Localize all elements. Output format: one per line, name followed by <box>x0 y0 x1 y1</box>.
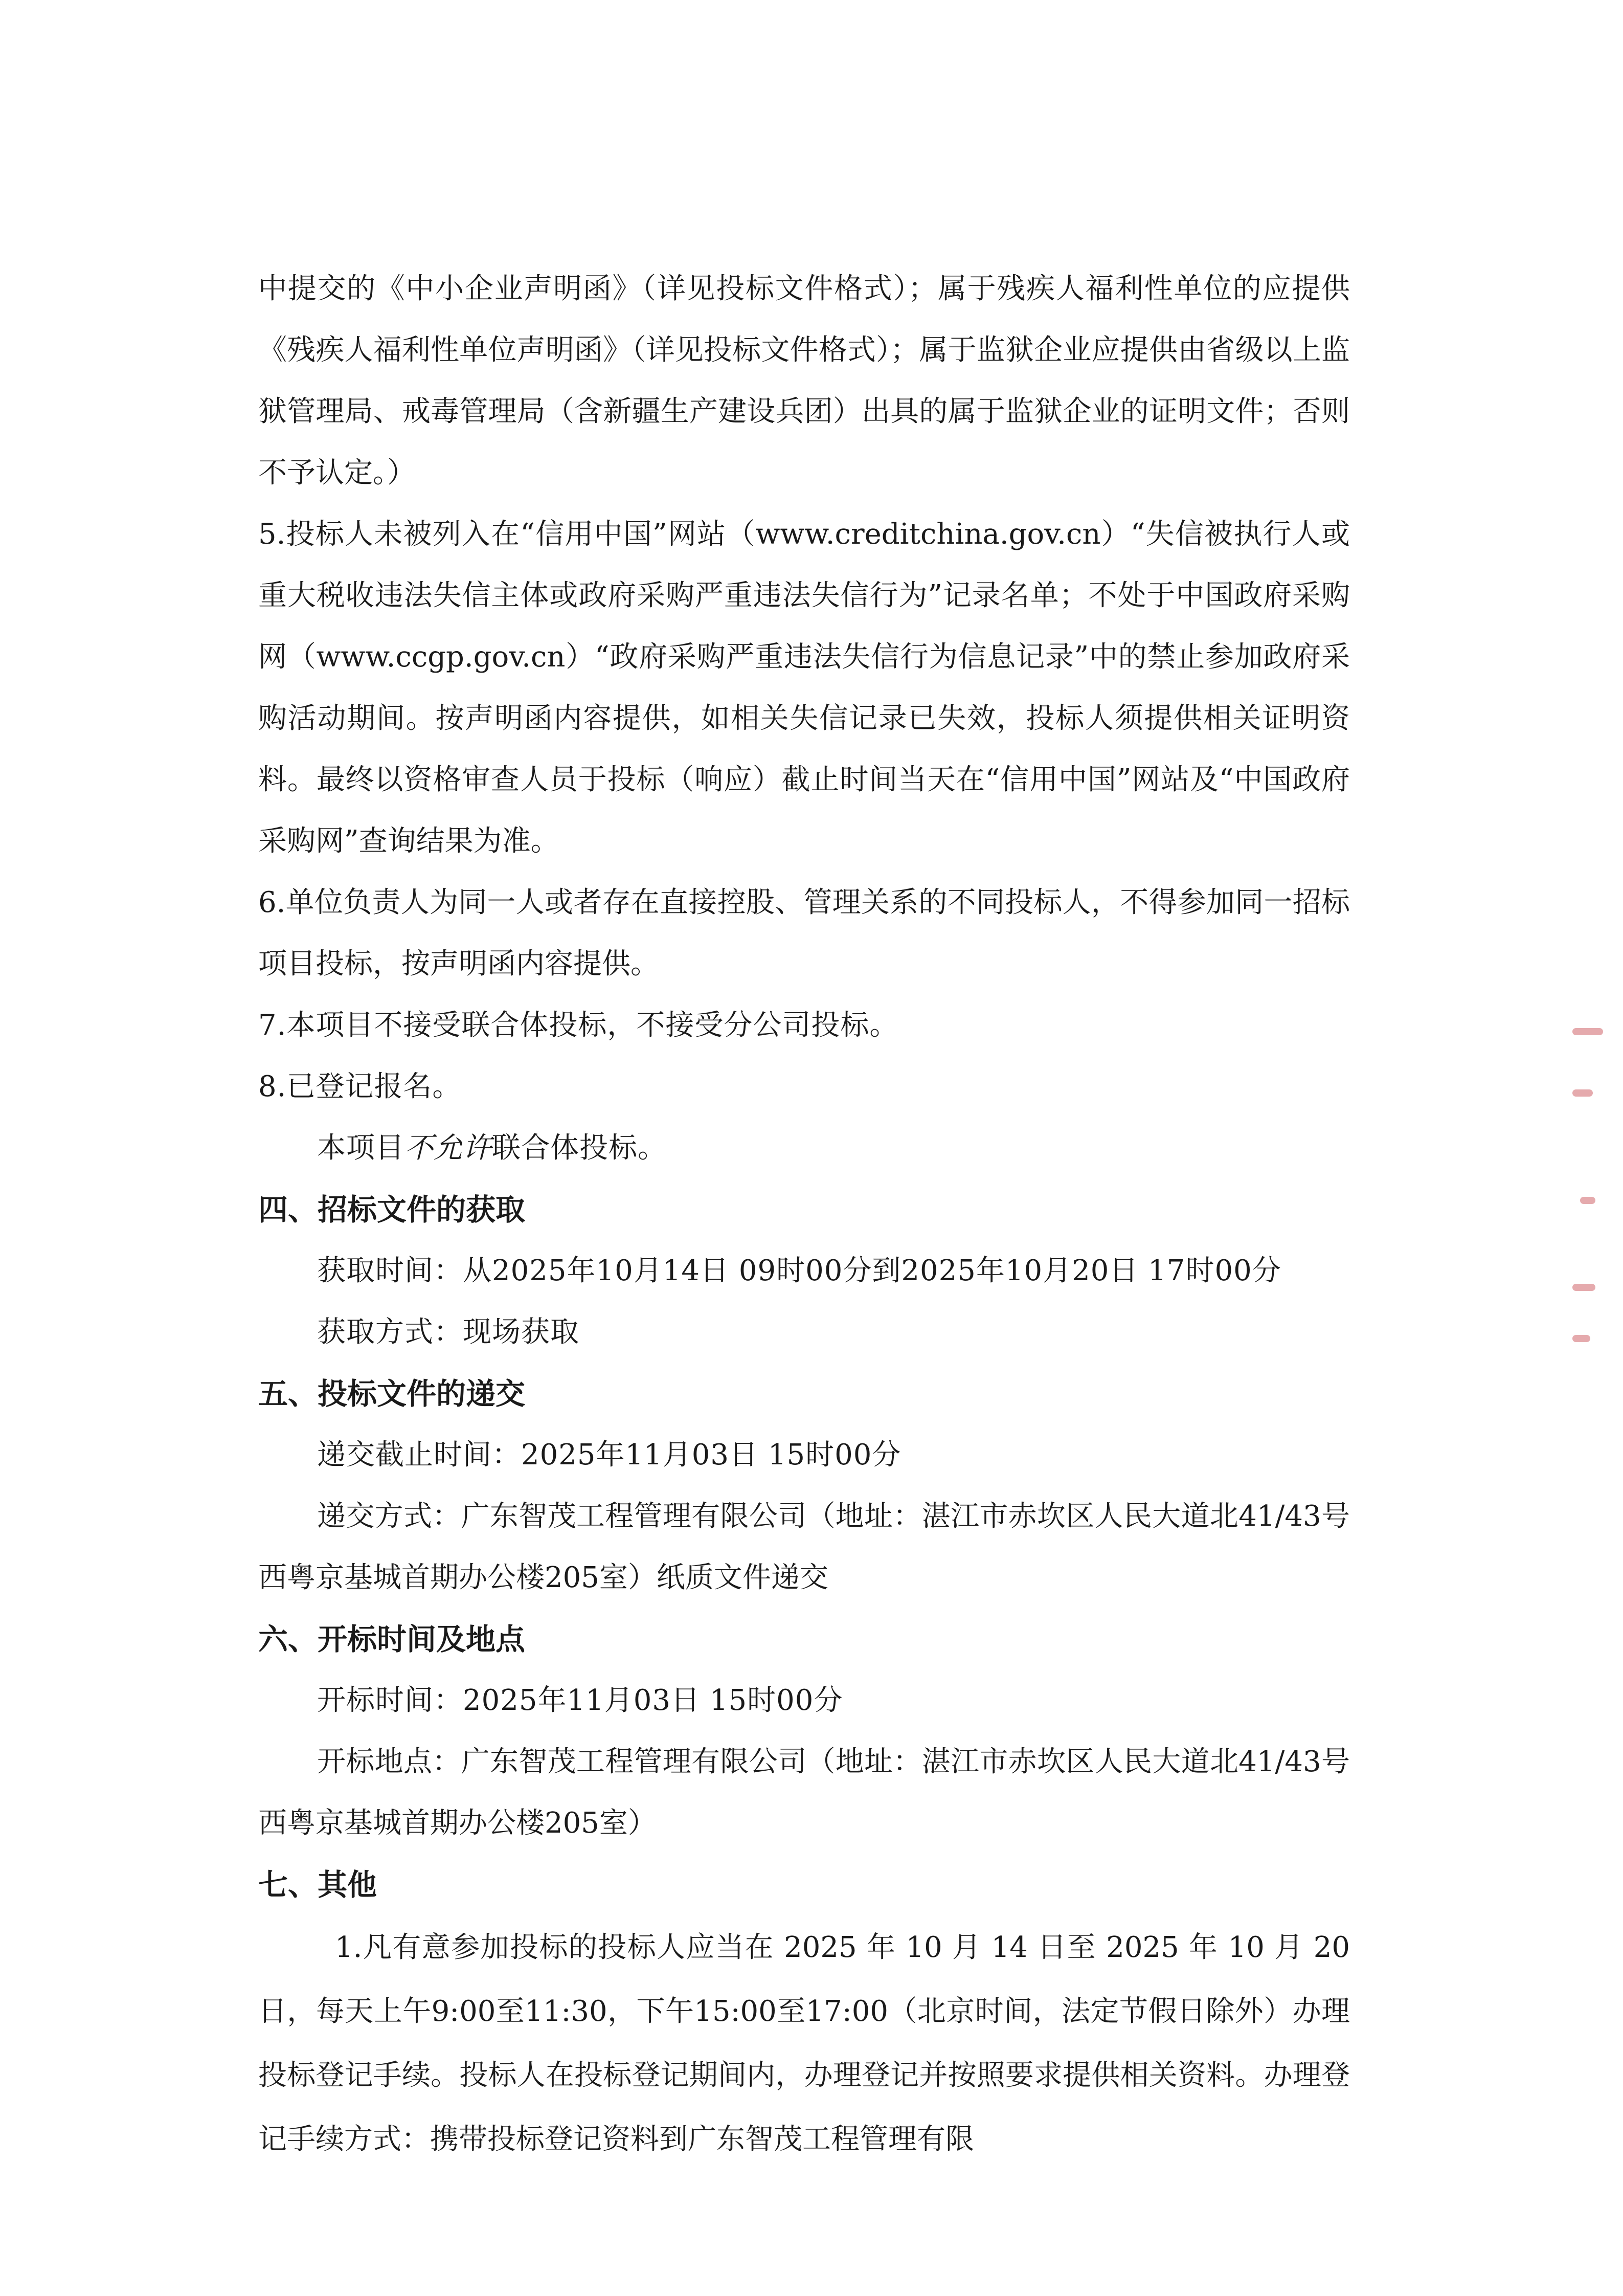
consortium-suffix: 联合体投标。 <box>492 1131 667 1165</box>
section-6-title: 六、开标时间及地点 <box>258 1622 526 1657</box>
section-6-time: 开标时间：2025年11月03日 15时00分 <box>317 1684 843 1717</box>
qualification-paragraph-continued: 中提交的《中小企业声明函》（详见投标文件格式）；属于残疾人福利性单位的应提供《残疾人福利性单位声明函》（详见投标文件格式）；属于监狱企业应提供由省级以上监狱管理局、戒毒管理局（含新疆生产建设兵团）出具的属于监狱企业的证明文件；否则不予认定。） <box>258 272 1350 489</box>
seal-stamp-edge <box>1572 1028 1608 1355</box>
section-6-place-text: 开标地点：广东智茂工程管理有限公司（地址：湛江市赤坎区人民大道北41/43号西粤京基城首期办公楼205室） <box>258 1745 1350 1840</box>
section-6-place <box>258 1731 1350 1854</box>
qualification-item-7: 7.本项目不接受联合体投标，不接受分公司投标。 <box>258 1009 899 1042</box>
section-5-deadline: 递交截止时间：2025年11月03日 15时00分 <box>317 1438 901 1472</box>
section-4-method: 获取方式：现场获取 <box>317 1316 579 1349</box>
section-7-item-1-text: 1.凡有意参加投标的投标人应当在 2025 年 10 月 14 日至 2025 年 10 月 20 日，每天上午9:00至11:30，下午15:00至17:00（北京时间，法定节假日除外）办理投标登记手续。投标人在投标登记期间内，办理登记并按照要求提供相关资料。办理登记手续方式：携带投标登记资料到广东智茂工程管理有限 <box>258 1931 1350 2156</box>
qualification-item-6: 6.单位负责人为同一人或者存在直接控股、管理关系的不同投标人，不得参加同一招标项目投标，按声明函内容提供。 <box>258 886 1350 980</box>
section-7-item-1 <box>258 1915 1350 2171</box>
section-5-method <box>258 1486 1350 1609</box>
consortium-prefix: 本项目 <box>317 1131 404 1165</box>
section-4-title: 四、招标文件的获取 <box>258 1192 526 1227</box>
consortium-not-allowed: 不允许 <box>404 1131 492 1165</box>
section-5-method-text: 递交方式：广东智茂工程管理有限公司（地址：湛江市赤坎区人民大道北41/43号西粤京基城首期办公楼205室）纸质文件递交 <box>258 1500 1350 1594</box>
section-5-title: 五、投标文件的递交 <box>258 1376 526 1411</box>
qualification-item-8: 8.已登记报名。 <box>258 1070 462 1103</box>
qualification-item-5: 5.投标人未被列入在“信用中国”网站（www.creditchina.gov.cn）“失信被执行人或重大税收违法失信主体或政府采购严重违法失信行为”记录名单；不处于中国政府采购网（www.ccgp.gov.cn）“政府采购严重违法失信行为信息记录”中的禁止参加政府采购活动期间。按声明函内容提供，如相关失信记录已失效，投标人须提供相关证明资料。最终以资格审查人员于投标（响应）截止时间当天在“信用中国”网站及“中国政府采购网”查询结果为准。 <box>258 518 1350 858</box>
section-7-title: 七、其他 <box>258 1867 377 1902</box>
section-4-time: 获取时间：从2025年10月14日 09时00分到2025年10月20日 17时00分 <box>317 1254 1281 1287</box>
document-page <box>258 258 1350 2171</box>
consortium-statement <box>258 1118 1350 1179</box>
